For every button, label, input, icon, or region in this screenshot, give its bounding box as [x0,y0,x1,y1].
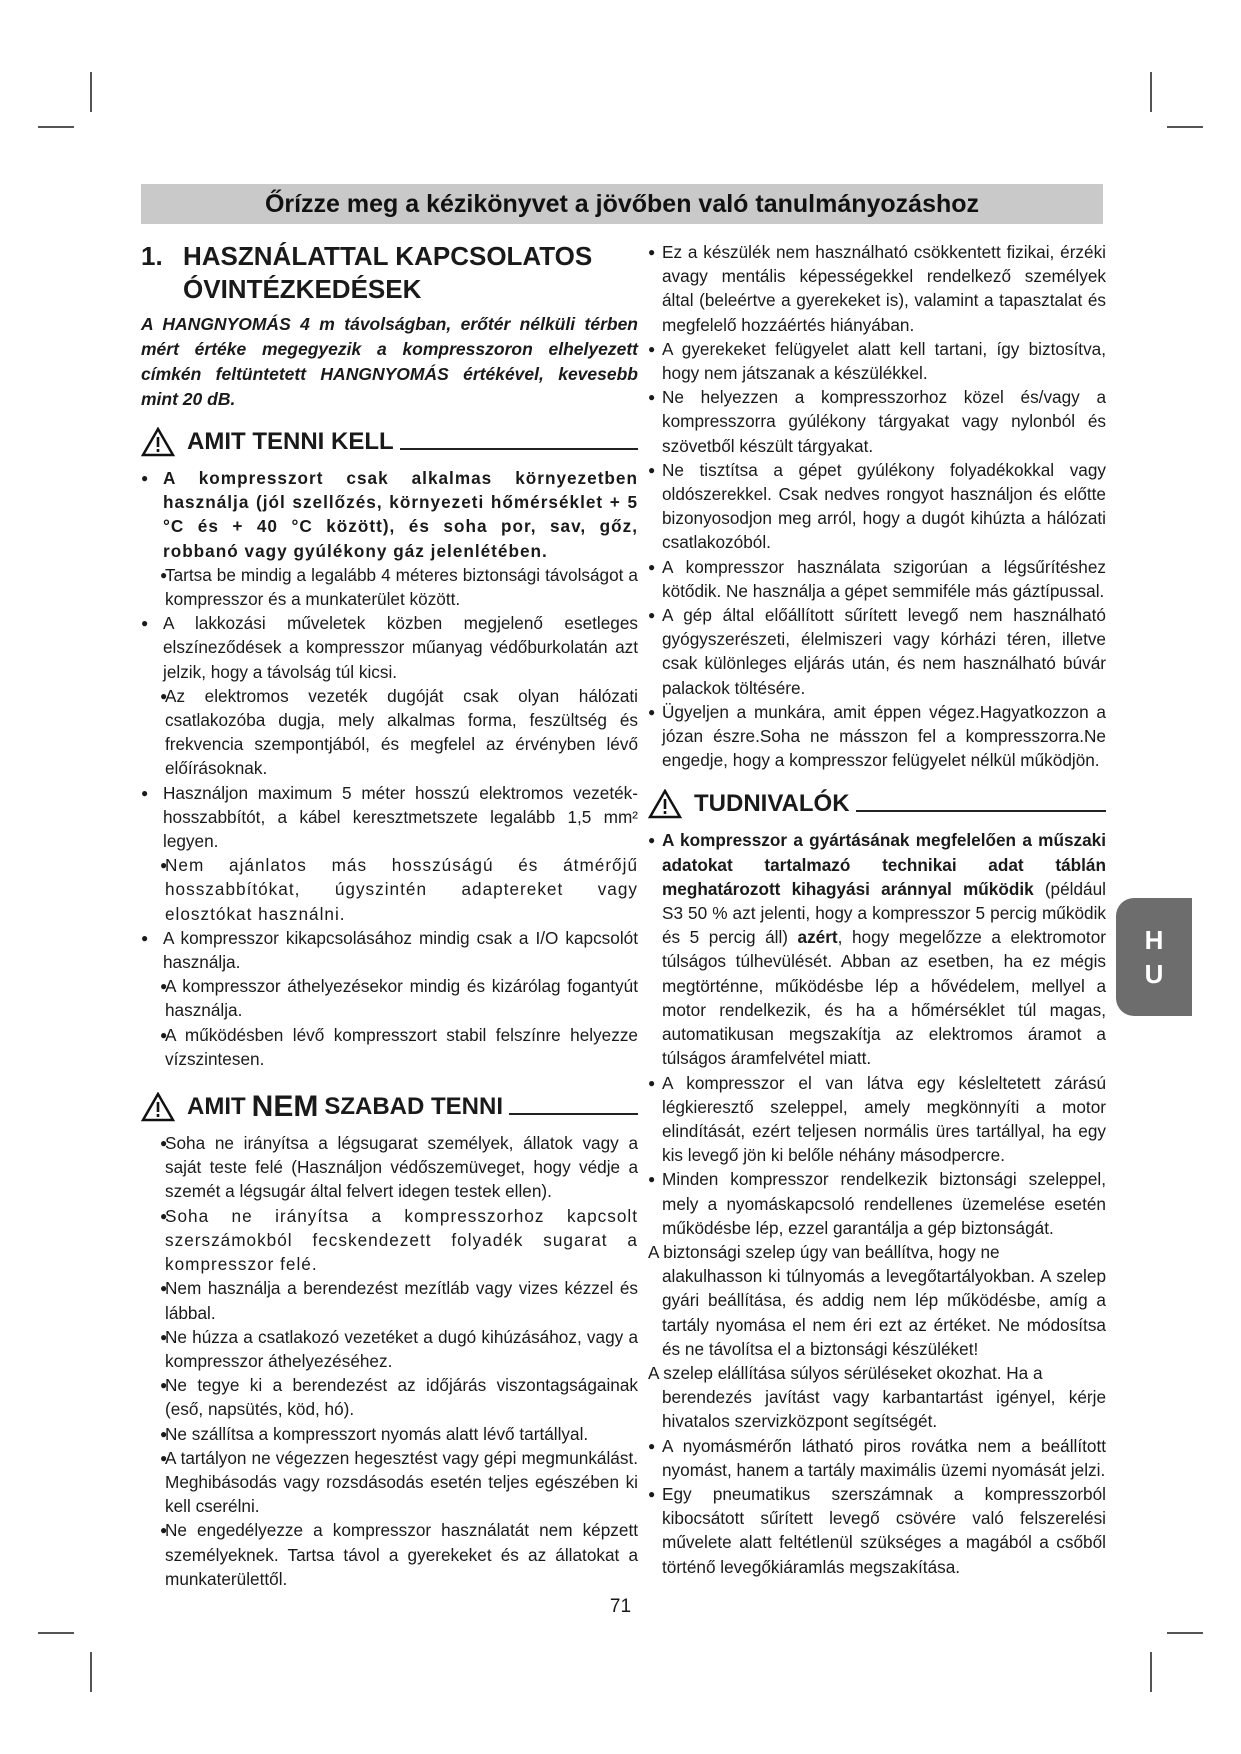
list-item: ● Az elektromos vezeték dugóját csak olyan hálózati csatlakozóba dugja, mely alkalmas forma, feszültség és frekvencia szempontjából, és megfelel az érvényben lévő előírásoknak. [141,684,638,781]
list-item: ● A kompresszor használata szigorúan a légsűrítéshez kötődik. Ne használja a gépet semmiféle más gáztípussal. [648,555,1106,603]
list-item: ● Ne szállítsa a kompresszort nyomás alatt lévő tartállyal. [141,1422,638,1446]
header-rule [509,1099,638,1115]
list-item: ● Ügyeljen a munkára, amit éppen végez.Hagyatkozzon a józan észre.Soha ne másszon fel a kompresszorra.Ne engedje, hogy a kompresszor felügyelet nélkül működjön. [648,700,1106,773]
language-tab-letter: U [1144,959,1164,989]
dont-title-pre: AMIT [187,1093,246,1121]
info-list [648,828,1106,1578]
para-rest: berendezés javítást vagy karbantartást igényel, kérje hivatalos szervizközpont segítségét. [662,1387,1106,1432]
warning-icon [141,427,175,457]
section-title [141,240,638,306]
right-column [648,240,1106,1579]
list-item: ● Ne engedélyezze a kompresszor használatát nem képzett személyeknek. Tartsa távol a gyerekeket és az állatokat a munkaterülettől. [141,1518,638,1591]
list-item: ● Ne tegye ki a berendezést az időjárás viszontagságainak (eső, napsütés, köd, hó). [141,1373,638,1421]
language-tab [1116,898,1192,1016]
crop-mark [38,126,74,128]
crop-mark [1150,1652,1152,1692]
banner-title: Őrízze meg a kézikönyvet a jövőben való tanulmányozáshoz [141,184,1103,224]
list-item: ● A kompresszor el van látva egy késleltetett zárású légkieresztő szeleppel, amely megkönnyíti a motor elindítását, ezért teljesen normális üres tartállyal, ha egy kis levegő jön ki belőle néhány másodpercre. [648,1071,1106,1168]
warning-icon [648,789,682,819]
list-item: ● A gép által előállított sűrített levegő nem használható gyógyszerészeti, élelmiszeri vagy kórházi téren, illetve csak különleges eljárás után, és nem használható búvár palackok töltésére. [648,603,1106,700]
left-column [141,240,638,1591]
section-title-line1: HASZNÁLATTAL KAPCSOLATOS [183,241,593,271]
do-section-header [141,424,638,460]
dont-list [141,1131,638,1591]
info-section-title: TUDNIVALÓK [694,790,850,818]
right-list [648,240,1106,772]
list-item: ● Használjon maximum 5 méter hosszú elektromos vezeték-hosszabbítót, a kábel keresztmetszete legalább 1,5 mm² legyen. [141,781,638,854]
dont-section-header [141,1089,638,1125]
list-item: ● A kompresszor kikapcsolásához mindig csak a I/O kapcsolót használja. [141,926,638,974]
para-rest: alakulhasson ki túlnyomás a levegőtartályokban. A szelep gyári beállítása, és addig nem lép működésbe, amíg a tartály nyomása el nem éri ezt az értéket. Ne módosítsa és ne távolítsa el a biztonsági készüléket! [662,1266,1106,1359]
list-item: ● Nem ajánlatos más hosszúságú és átmérőjű hosszabbítókat, úgyszintén adaptereket vagy elosztókat használni. [141,853,638,926]
warning-icon [141,1092,175,1122]
list-item: ● A nyomásmérőn látható piros rovátka nem a beállított nyomást, hanem a tartály maximális üzemi nyomását jelzi. [648,1434,1106,1482]
dont-title-post: SZABAD TENNI [324,1093,503,1121]
list-item: ● Soha ne irányítsa a légsugarat személyek, állatok vagy a saját teste felé (Használjon védőszemüveget, hogy védje a szemét a légsugár által felvert idegen testek ellen). [141,1131,638,1204]
header-rule [400,434,638,450]
list-item: ● Ne húzza a csatlakozó vezetéket a dugó kihúzásához, vagy a kompresszor áthelyezéséhez. [141,1325,638,1373]
list-item: ● A működésben lévő kompresszort stabil felszínre helyezze vízszintesen. [141,1023,638,1071]
header-rule [856,796,1106,812]
crop-mark [1150,72,1152,112]
list-item: ● Nem használja a berendezést mezítláb vagy vizes kézzel és lábbal. [141,1276,638,1324]
list-item: ● Tartsa be mindig a legalább 4 méteres biztonsági távolságot a kompresszor és a munkaterület között. [141,563,638,611]
info-item1-rest-b: , hogy megelőzze a elektromotor túlságos túlhevülését. Abban az esetben, ha ez mégis megtörténne, működésbe lép a hővédelem, mellyel a motor rendelkezik, és ha a hőmérséklet túl magas, automatikusan megszakítja az elektromos áramot a túlságos áramfelvétel miatt. [662,927,1106,1069]
list-item: ● Minden kompresszor rendelkezik biztonsági szeleppel, mely a nyomáskapcsoló rendellenes üzemelése esetén működésbe lép, ezzel garantálja a gép biztonságát. [648,1167,1106,1240]
dont-title-big: NEM [251,1090,319,1124]
do-section-title: AMIT TENNI KELL [187,428,394,455]
list-item [648,1361,1106,1434]
list-item: ● A kompresszor áthelyezésekor mindig és kizárólag fogantyút használja. [141,974,638,1022]
crop-mark [1167,126,1203,128]
section-number: 1. [141,241,163,271]
intro-paragraph: A HANGNYOMÁS 4 m távolságban, erőtér nélküli térben mért értéke megegyezik a kompresszoron elhelyezett címkén feltüntetett HANGNYOMÁS értékével, kevesebb mint 20 dB. [141,314,638,409]
info-section-header [648,786,1106,822]
list-item: ● A lakkozási műveletek közben megjelenő esetleges elszíneződések a kompresszor műanyag védőburkolatán azt jelzik, hogy a távolság túl kicsi. [141,611,638,684]
para-first-line: A szelep elállítása súlyos sérüléseket okozhat. Ha a [648,1362,1043,1383]
list-item: ● A tartályon ne végezzen hegesztést vagy gépi megmunkálást. Meghibásodás vagy rozsdásodás esetén teljes egészében ki kell cserélni. [141,1446,638,1519]
list-item: ● Soha ne irányítsa a kompresszorhoz kapcsolt szerszámokból fecskendezett folyadék sugarat a kompresszor felé. [141,1204,638,1277]
info-item1-bold2: azért [797,927,838,948]
crop-mark [38,1632,74,1634]
crop-mark [90,72,92,112]
language-tab-letter: H [1144,925,1164,955]
list-item [648,828,1106,1070]
para-first-line: A biztonsági szelep úgy van beállítva, hogy ne [648,1241,1000,1262]
list-item: ● A gyerekeket felügyelet alatt kell tartani, így biztosítva, hogy nem játszanak a készülékkel. [648,337,1106,385]
list-item: ● Ez a készülék nem használható csökkentett fizikai, érzéki avagy mentális képességekkel rendelkező személyek által (beleértve a gyerekeket is), valamint a tapasztalat és megfelelő hozzáértés hiányában. [648,240,1106,337]
page-number: 71 [609,1596,632,1617]
section-title-line2: ÓVINTÉZKEDÉSEK [183,274,422,304]
crop-mark [1167,1632,1203,1634]
info-item1-rest-a: (például S3 50 % azt jelenti, hogy a kompresszor 5 percig működik és 5 percig áll) [662,878,1106,948]
list-item: ● A kompresszort csak alkalmas környezetben használja (jól szellőzés, környezeti hőmérséklet + 5 °C és + 40 °C között), és soha por, sav, gőz, robbanó vagy gyúlékony gáz jelenlétében. [141,466,638,563]
list-item: ● Egy pneumatikus szerszámnak a kompresszorból kibocsátott sűrített levegő csövére való felszerelési művelete alatt feltétlenül szükséges a magából a csőből történő levegőkiáramlás megszakítása. [648,1482,1106,1579]
do-list [141,466,638,1071]
crop-mark [90,1652,92,1692]
list-item: ● Ne tisztítsa a gépet gyúlékony folyadékokkal vagy oldószerekkel. Csak nedves rongyot használjon és előtte bizonyosodjon meg arról, hogy a dugót kihúzta a hálózati csatlakozóból. [648,458,1106,555]
list-item: ● Ne helyezzen a kompresszorhoz közel és/vagy a kompresszorra gyúlékony tárgyakat vagy nylonból és szövetből készült tárgyakat. [648,385,1106,458]
list-item [648,1240,1106,1361]
info-item1-bold: A kompresszor a gyártásának megfelelően a műszaki adatokat tartalmazó technikai adat táblán meghatározott kihagyási aránnyal működik [662,830,1106,899]
